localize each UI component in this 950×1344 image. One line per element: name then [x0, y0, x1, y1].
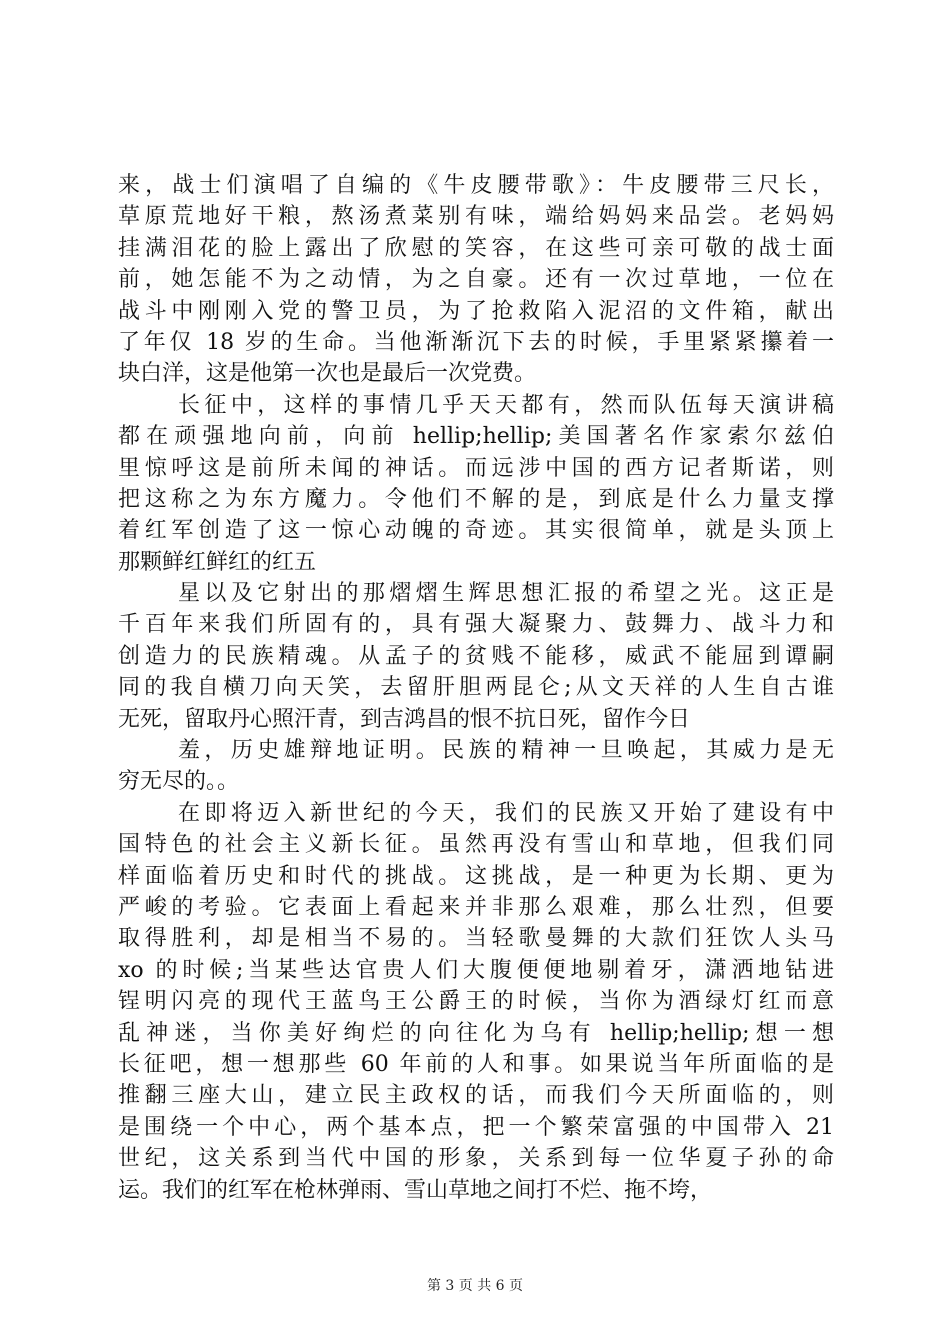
page-footer: 第 3 页 共 6 页 — [426, 1278, 524, 1294]
text-line: 创造力的民族精魂。从孟子的贫贱不能移，威武不能屈到谭嗣 — [118, 643, 834, 669]
text-line: 无死，留取丹心照汗青，到吉鸿昌的恨不抗日死，留作今日 — [118, 706, 691, 732]
text-line: 推翻三座大山，建立民主政权的话，而我们今天所面临的，则 — [118, 1083, 834, 1109]
text-line: 是围绕一个中心，两个基本点，把一个繁荣富强的中国带入 21 — [118, 1114, 834, 1140]
document-body — [118, 170, 834, 1206]
text-line: 在即将迈入新世纪的今天，我们的民族又开始了建设有中 — [178, 800, 834, 826]
text-line: 草原荒地好干粮，熬汤煮菜别有味，端给妈妈来品尝。老妈妈 — [118, 204, 834, 230]
text-line: 挂满泪花的脸上露出了欣慰的笑容，在这些可亲可敬的战士面 — [118, 235, 834, 261]
text-line: 长征吧，想一想那些 60 年前的人和事。如果说当年所面临的是 — [118, 1051, 834, 1077]
text-line: 前，她怎能不为之动情，为之自豪。还有一次过草地，一位在 — [118, 267, 834, 293]
text-line: 里惊呼这是前所未闻的神话。而远涉中国的西方记者斯诺，则 — [118, 455, 834, 481]
text-line: 羞，历史雄辩地证明。民族的精神一旦唤起，其威力是无 — [178, 738, 834, 764]
text-line: 块白洋，这是他第一次也是最后一次党费。 — [118, 361, 537, 387]
text-line: 那颗鲜红鲜红的红五 — [118, 549, 317, 575]
text-line: 着红军创造了这一惊心动魄的奇迹。其实很简单，就是头顶上 — [118, 518, 834, 544]
paragraph — [118, 170, 834, 390]
text-line: 长征中，这样的事情几乎天天都有，然而队伍每天演讲稿 — [178, 392, 834, 418]
text-line: 都在顽强地向前，向前 hellip;hellip;美国著名作家索尔兹伯 — [118, 424, 834, 450]
text-line: 运。我们的红军在枪林弹雨、雪山草地之间打不烂、拖不垮， — [118, 1177, 713, 1203]
text-line: 来，战士们演唱了自编的《牛皮腰带歌》：牛皮腰带三尺长， — [118, 173, 834, 198]
text-line: 严峻的考验。它表面上看起来并非那么艰难，那么壮烈，但要 — [118, 894, 834, 920]
text-line: 千百年来我们所固有的，具有强大凝聚力、鼓舞力、战斗力和 — [118, 612, 834, 638]
text-line: 穷无尽的。。 — [118, 769, 240, 795]
paragraph — [118, 798, 834, 1206]
text-line: 同的我自横刀向天笑，去留肝胆两昆仑;从文天祥的人生自古谁 — [118, 675, 834, 701]
paragraph — [118, 735, 834, 798]
paragraph — [118, 578, 834, 735]
text-line: 战斗中刚刚入党的警卫员，为了抢救陷入泥沼的文件箱，献出 — [118, 298, 834, 324]
paragraph — [118, 390, 834, 578]
text-line: 锃明闪亮的现代王蓝鸟王公爵王的时候，当你为酒绿灯红而意 — [118, 989, 834, 1015]
text-line: 星以及它射出的那熠熠生辉思想汇报的希望之光。这正是 — [178, 581, 834, 607]
text-line: 了年仅 18 岁的生命。当他渐渐沉下去的时候，手里紧紧攥着一 — [118, 329, 834, 355]
text-line: 乱神迷，当你美好绚烂的向往化为乌有 hellip;hellip;想一想 — [118, 1020, 834, 1046]
text-line: 国特色的社会主义新长征。虽然再没有雪山和草地，但我们同 — [118, 832, 834, 858]
text-line: 取得胜利，却是相当不易的。当轻歌曼舞的大款们狂饮人头马 — [118, 926, 834, 952]
text-line: xo 的时候;当某些达官贵人们大腹便便地剔着牙，潇洒地钻进 — [118, 957, 834, 983]
text-line: 把这称之为东方魔力。令他们不解的是，到底是什么力量支撑 — [118, 486, 834, 512]
text-line: 样面临着历史和时代的挑战。这挑战，是一种更为长期、更为 — [118, 863, 834, 889]
text-line: 世纪，这关系到当代中国的形象，关系到每一位华夏子孙的命 — [118, 1146, 834, 1172]
